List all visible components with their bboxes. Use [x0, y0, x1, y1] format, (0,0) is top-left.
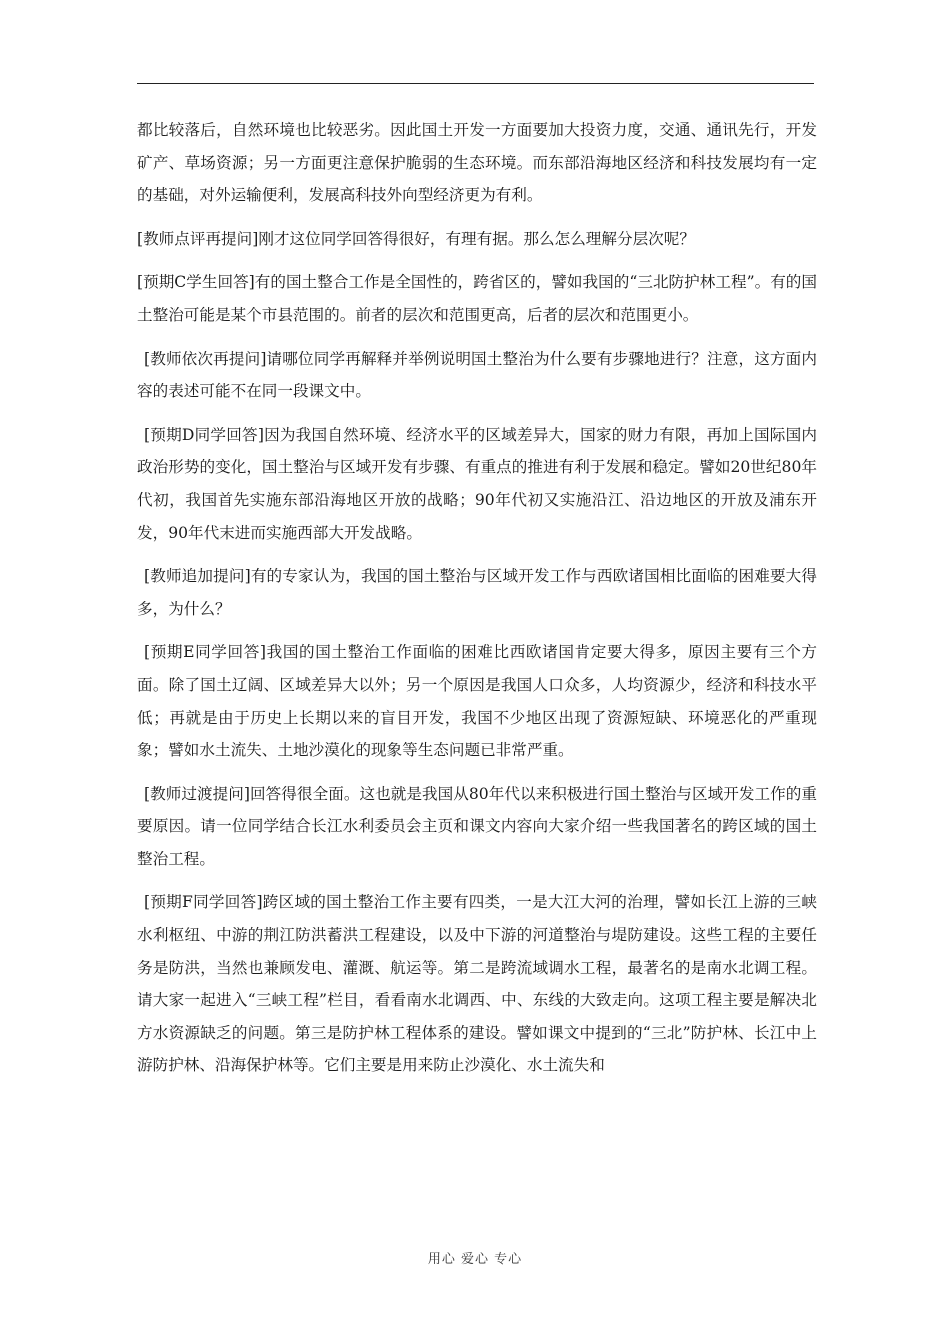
paragraph: [教师点评再提问]刚才这位同学回答得很好，有理有据。那么怎么理解分层次呢？ [137, 229, 695, 248]
page-footer: 用心 爱心 专心 [427, 1252, 523, 1267]
paragraph: [预期E同学回答]我国的国土整治工作面临的困难比西欧诸国肯定要大得多，原因主要有三个方面。除了国土辽阔、区域差异大以外；另一个原因是我国人口众多，人均资源少，经济和科技水平低；再就是由于历史上长期以来的盲目开发，我国不少地区出现了资源短缺、环境恶化的严重现象；譬如水土流失、土地沙漠化的现象等生态问题已非常严重。 [137, 643, 817, 760]
paragraph: 都比较落后，自然环境也比较恶劣。因此国土开发一方面要加大投资力度，交通、通讯先行，开发矿产、草场资源；另一方面更注意保护脆弱的生态环境。而东部沿海地区经济和科技发展均有一定的基础，对外运输便利，发展高科技外向型经济更为有利。 [137, 121, 817, 205]
paragraph: [预期F同学回答]跨区域的国土整治工作主要有四类，一是大江大河的治理，譬如长江上游的三峡水利枢纽、中游的荆江防洪蓄洪工程建设，以及中下游的河道整治与堤防建设。这些工程的主要任务是防洪，当然也兼顾发电、灌溉、航运等。第二是跨流域调水工程，最著名的是南水北调工程。请大家一起进入“三峡工程”栏目，看看南水北调西、中、东线的大致走向。这项工程主要是解决北方水资源缺乏的问题。第三是防护林工程体系的建设。譬如课文中提到的“三北”防护林、长江中上游防护林、沿海保护林等。它们主要是用来防止沙漠化、水土流失和 [137, 893, 817, 1075]
paragraph: [预期D同学回答]因为我国自然环境、经济水平的区域差异大，国家的财力有限，再加上国际国内政治形势的变化，国土整治与区域开发有步骤、有重点的推进有利于发展和稳定。譬如20世纪80年代初，我国首先实施东部沿海地区开放的战略；90年代初又实施沿江、沿边地区的开放及浦东开发，90年代末进而实施西部大开发战略。 [137, 425, 817, 542]
document-body [137, 114, 817, 1093]
paragraph: [预期C学生回答]有的国土整合工作是全国性的，跨省区的，譬如我国的“三北防护林工程”。有的国土整治可能是某个市县范围的。前者的层次和范围更高，后者的层次和范围更小。 [137, 273, 817, 324]
header-rule [137, 83, 814, 84]
paragraph: [教师依次再提问]请哪位同学再解释并举例说明国土整治为什么要有步骤地进行？注意，这方面内容的表述可能不在同一段课文中。 [137, 349, 817, 401]
paragraph: [教师追加提问]有的专家认为，我国的国土整治与区域开发工作与西欧诸国相比面临的困难要大得多，为什么？ [137, 567, 817, 618]
paragraph: [教师过渡提问]回答得很全面。这也就是我国从80年代以来积极进行国土整治与区域开发工作的重要原因。请一位同学结合长江水利委员会主页和课文内容向大家介绍一些我国著名的跨区域的国土整治工程。 [137, 784, 817, 868]
